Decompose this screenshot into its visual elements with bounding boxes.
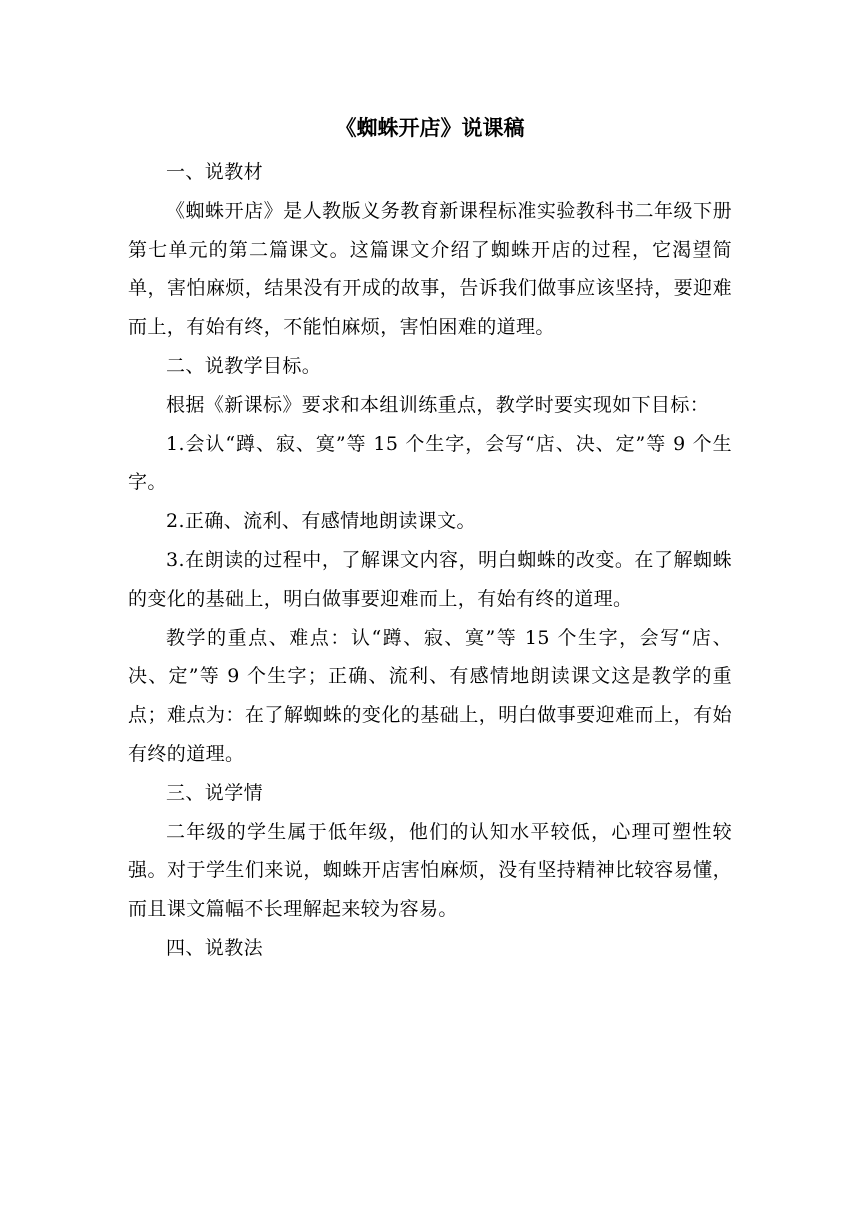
- section-heading-goals: 二、说教学目标。: [166, 354, 322, 377]
- goal-item-1: 1.会认“蹲、寂、寞”等 15 个生字，会写“店、决、定”等 9 个生字。: [128, 432, 732, 494]
- goal-item-3: 3.在朗读的过程中，了解课文内容，明白蜘蛛的改变。在了解蜘蛛的变化的基础上，明白做事要迎难而上，有始有终的道理。: [128, 548, 732, 610]
- document-title: 《蜘蛛开店》说课稿: [335, 116, 525, 140]
- paragraph-textbook-intro: 《蜘蛛开店》是人教版义务教育新课程标准实验教科书二年级下册第七单元的第二篇课文。这篇课文介绍了蜘蛛开店的过程，它渴望简单，害怕麻烦，结果没有开成的故事，告诉我们做事应该坚持，要迎难而上，有始有终，不能怕麻烦，害怕困难的道理。: [128, 199, 732, 339]
- section-heading-students: 三、说学情: [166, 781, 264, 804]
- document-body: [128, 153, 732, 968]
- paragraph-key-points: 教学的重点、难点：认“蹲、寂、寞”等 15 个生字，会写“店、决、定”等 9 个生字；正确、流利、有感情地朗读课文这是教学的重点；难点为：在了解蜘蛛的变化的基础上，明白做事要迎难而上，有始有终的道理。: [128, 626, 732, 765]
- goal-item-2: 2.正确、流利、有感情地朗读课文。: [166, 510, 476, 533]
- section-heading-methods: 四、说教法: [166, 936, 264, 959]
- paragraph-students: 二年级的学生属于低年级，他们的认知水平较低，心理可塑性较强。对于学生们来说，蜘蛛开店害怕麻烦，没有坚持精神比较容易懂，而且课文篇幅不长理解起来较为容易。: [128, 820, 732, 921]
- section-heading-textbook: 一、说教材: [166, 161, 264, 183]
- paragraph-goals-intro: 根据《新课标》要求和本组训练重点，教学时要实现如下目标：: [166, 393, 710, 416]
